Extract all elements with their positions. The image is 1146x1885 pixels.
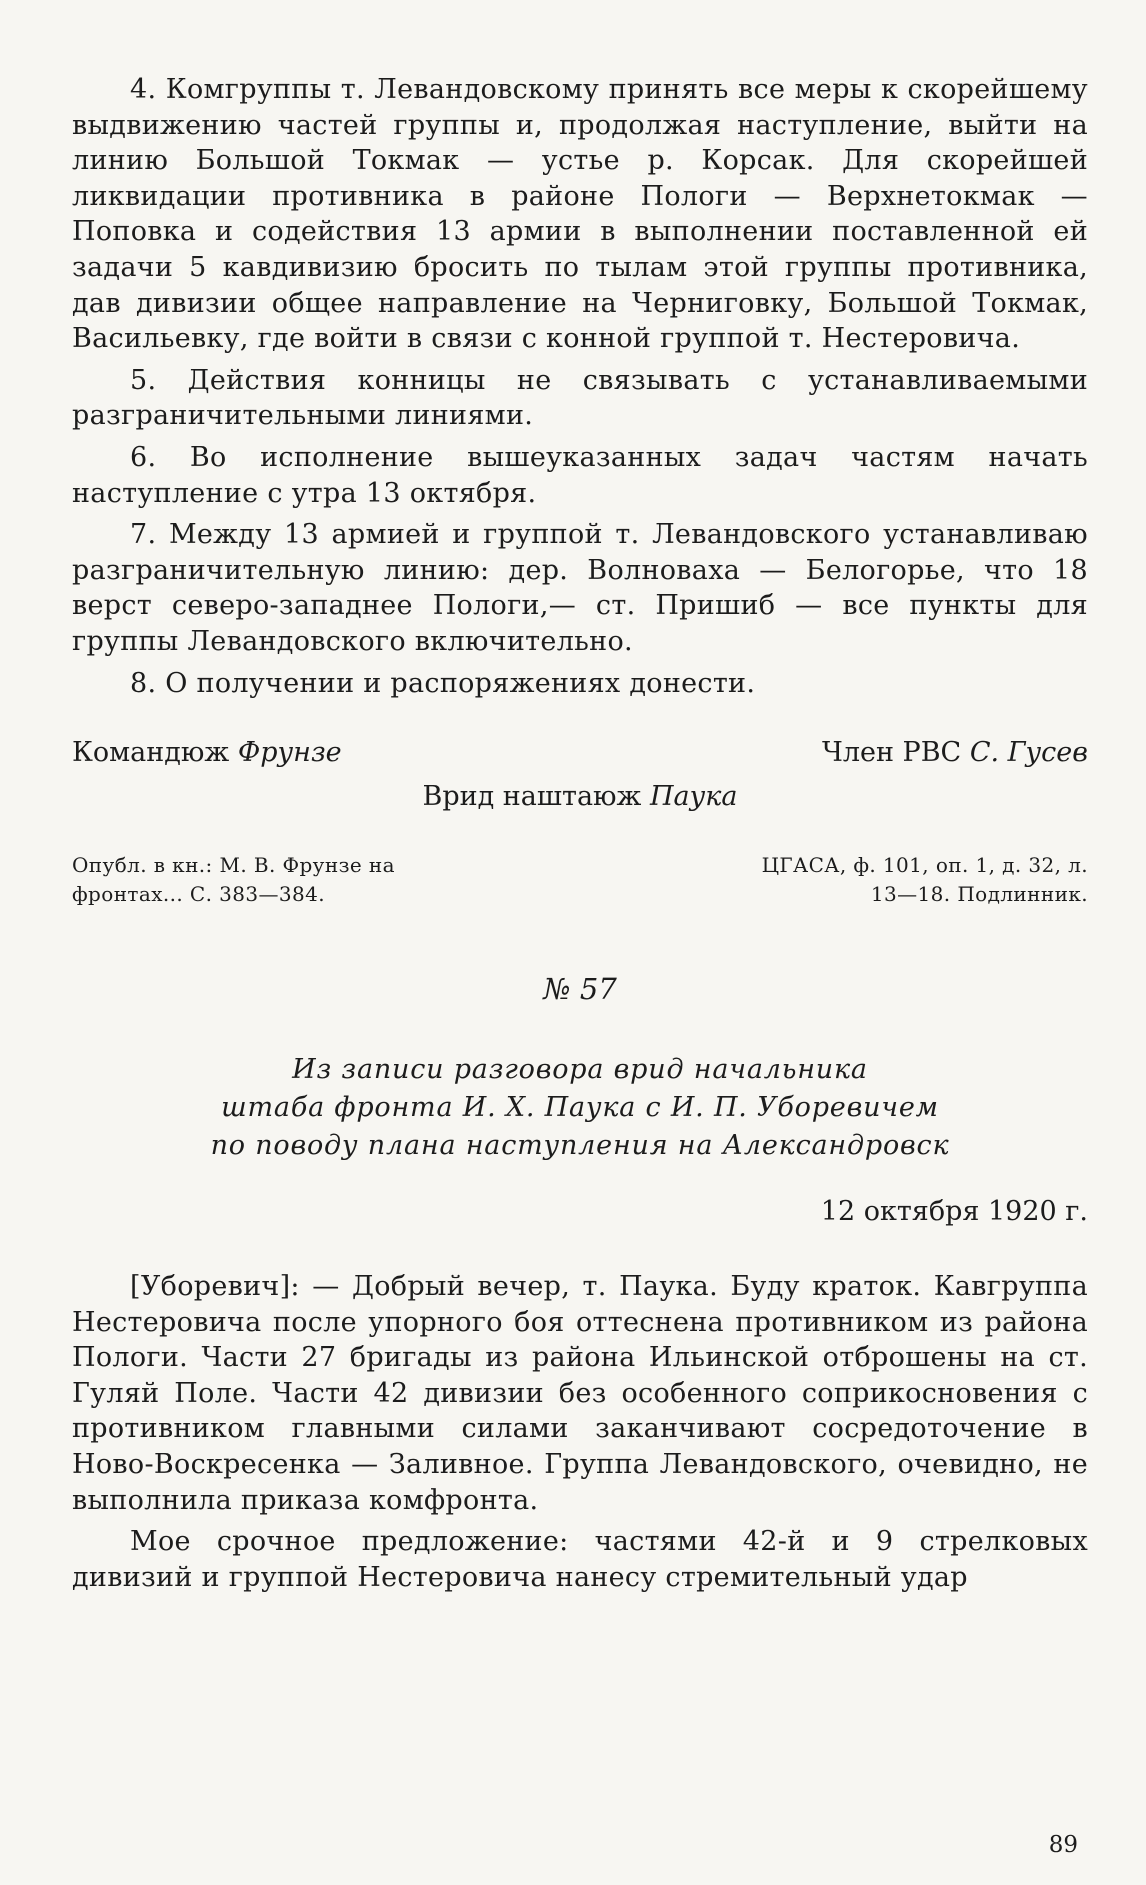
archive-line-2: 13—18. Подлинник. bbox=[870, 882, 1088, 907]
conversation-paragraph-2: Мое срочное предложение: частями 42-й и 9 стрелковых дивизий и группой Нестеровича нанесу стремительный удар bbox=[72, 1526, 1088, 1593]
archive-line-1: ЦГАСА, ф. 101, оп. 1, д. 32, л. bbox=[761, 853, 1088, 878]
document-title-line-2: штаба фронта И. Х. Паука с И. П. Уборевичем bbox=[221, 1092, 939, 1124]
order-paragraph-7: 7. Между 13 армией и группой т. Левандовского устанавливаю разграничительную линию: дер. Волноваха — Белогорье, что 18 верст северо-западнее Пологи,— ст. Пришиб — все пункты для группы Левандовского включительно. bbox=[72, 519, 1088, 657]
archive-reference bbox=[618, 851, 1088, 909]
document-title bbox=[150, 1051, 1010, 1165]
document-title-line-1: Из записи разговора врид начальника bbox=[292, 1054, 868, 1086]
signature-rvs-name: С. Гусев bbox=[969, 737, 1088, 769]
signature-chief-name: Паука bbox=[649, 781, 738, 813]
conversation-body bbox=[72, 1269, 1088, 1595]
order-paragraph-5: 5. Действия конницы не связывать с устанавливаемыми разграничительными линиями. bbox=[72, 364, 1088, 432]
signature-commander bbox=[72, 735, 342, 771]
order-paragraph-8: 8. О получении и распоряжениях донести. bbox=[130, 667, 756, 699]
order-paragraph-6: 6. Во исполнение вышеуказанных задач частям начать наступление с утра 13 октября. bbox=[72, 441, 1088, 509]
document-number: № 57 bbox=[543, 972, 617, 1007]
document-page bbox=[72, 72, 1088, 1595]
publication-line-2: фронтах... С. 383—384. bbox=[72, 882, 326, 907]
publication-reference bbox=[72, 851, 542, 909]
document-title-line-3: по поводу плана наступления на Александровск bbox=[210, 1130, 950, 1162]
signature-chief-of-staff bbox=[72, 779, 1088, 823]
signature-commander-name: Фрунзе bbox=[237, 737, 342, 769]
conversation-paragraph-1: [Уборевич]: — Добрый вечер, т. Паука. Буду краток. Кавгруппа Нестеровича после упорного боя оттеснена противником из района Пологи. Части 27 бригады из района Ильинской отброшены на ст. Гуляй Поле. Части 42 дивизии без особенного соприкосновения с противником главными силами заканчивают сосредоточение в Ново-Воскресенка — Заливное. Группа Левандовского, очевидно, не выполнила приказа комфронта. bbox=[72, 1271, 1088, 1516]
publication-line-1: Опубл. в кн.: М. В. Фрунзе на bbox=[72, 853, 395, 878]
signature-rvs-title: Член РВС bbox=[821, 737, 962, 769]
document-date: 12 октября 1920 г. bbox=[820, 1196, 1088, 1228]
signature-commander-title: Командюж bbox=[72, 737, 230, 769]
signature-row bbox=[72, 735, 1088, 779]
page-number: 89 bbox=[1048, 1832, 1078, 1858]
order-paragraph-4: 4. Комгруппы т. Левандовскому принять все меры к скорейшему выдвижению частей группы и, продолжая наступление, выйти на линию Большой Токмак — устье р. Корсак. Для скорейшей ликвидации противника в районе Пологи — Верхнетокмак — Поповка и содействия 13 армии в выполнении поставленной ей задачи 5 кавдивизию бросить по тылам этой группы противника, дав дивизии общее направление на Черниговку, Большой Токмак, Васильевку, где войти в связи с конной группой т. Нестеровича. bbox=[72, 74, 1088, 355]
signature-rvs-member bbox=[822, 735, 1088, 771]
signature-chief-title: Врид наштаюж bbox=[422, 781, 642, 813]
source-references bbox=[72, 851, 1088, 911]
